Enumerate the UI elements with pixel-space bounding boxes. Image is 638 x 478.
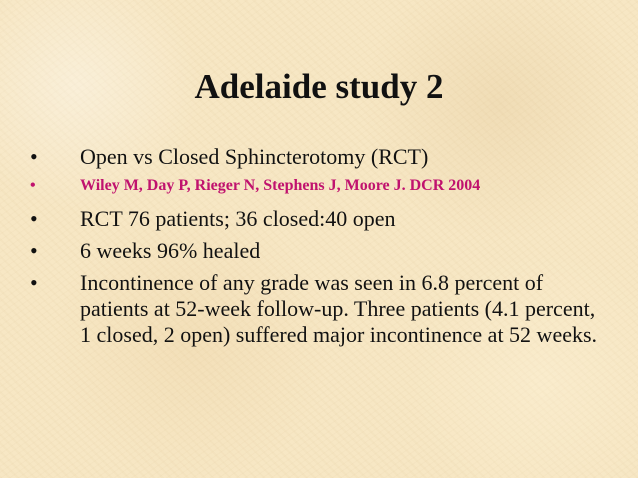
citation-text: Wiley M, Day P, Rieger N, Stephens J, Moore J. DCR 2004 [80, 177, 481, 194]
bullet-icon: • [30, 177, 36, 194]
citation-item [30, 176, 610, 196]
slide-title: Adelaide study 2 [194, 67, 444, 106]
bullet-icon: • [30, 144, 38, 169]
bullet-text: Incontinence of any grade was seen in 6.8 percent of patients at 52-week follow-up. Three patients (4.1 percent, 1 closed, 2 open) suffered major incontinence at 52 weeks. [80, 270, 598, 347]
bullet-text: Open vs Closed Sphincterotomy (RCT) [80, 144, 429, 169]
bullet-item [30, 238, 610, 264]
bullet-icon: • [30, 238, 38, 263]
bullet-list [30, 144, 610, 354]
bullet-item [30, 144, 610, 170]
bullet-icon: • [30, 206, 38, 231]
bullet-item [30, 206, 610, 232]
bullet-text: RCT 76 patients; 36 closed:40 open [80, 206, 396, 231]
bullet-text: 6 weeks 96% healed [80, 238, 261, 263]
bullet-item [30, 270, 610, 348]
bullet-icon: • [30, 270, 38, 295]
